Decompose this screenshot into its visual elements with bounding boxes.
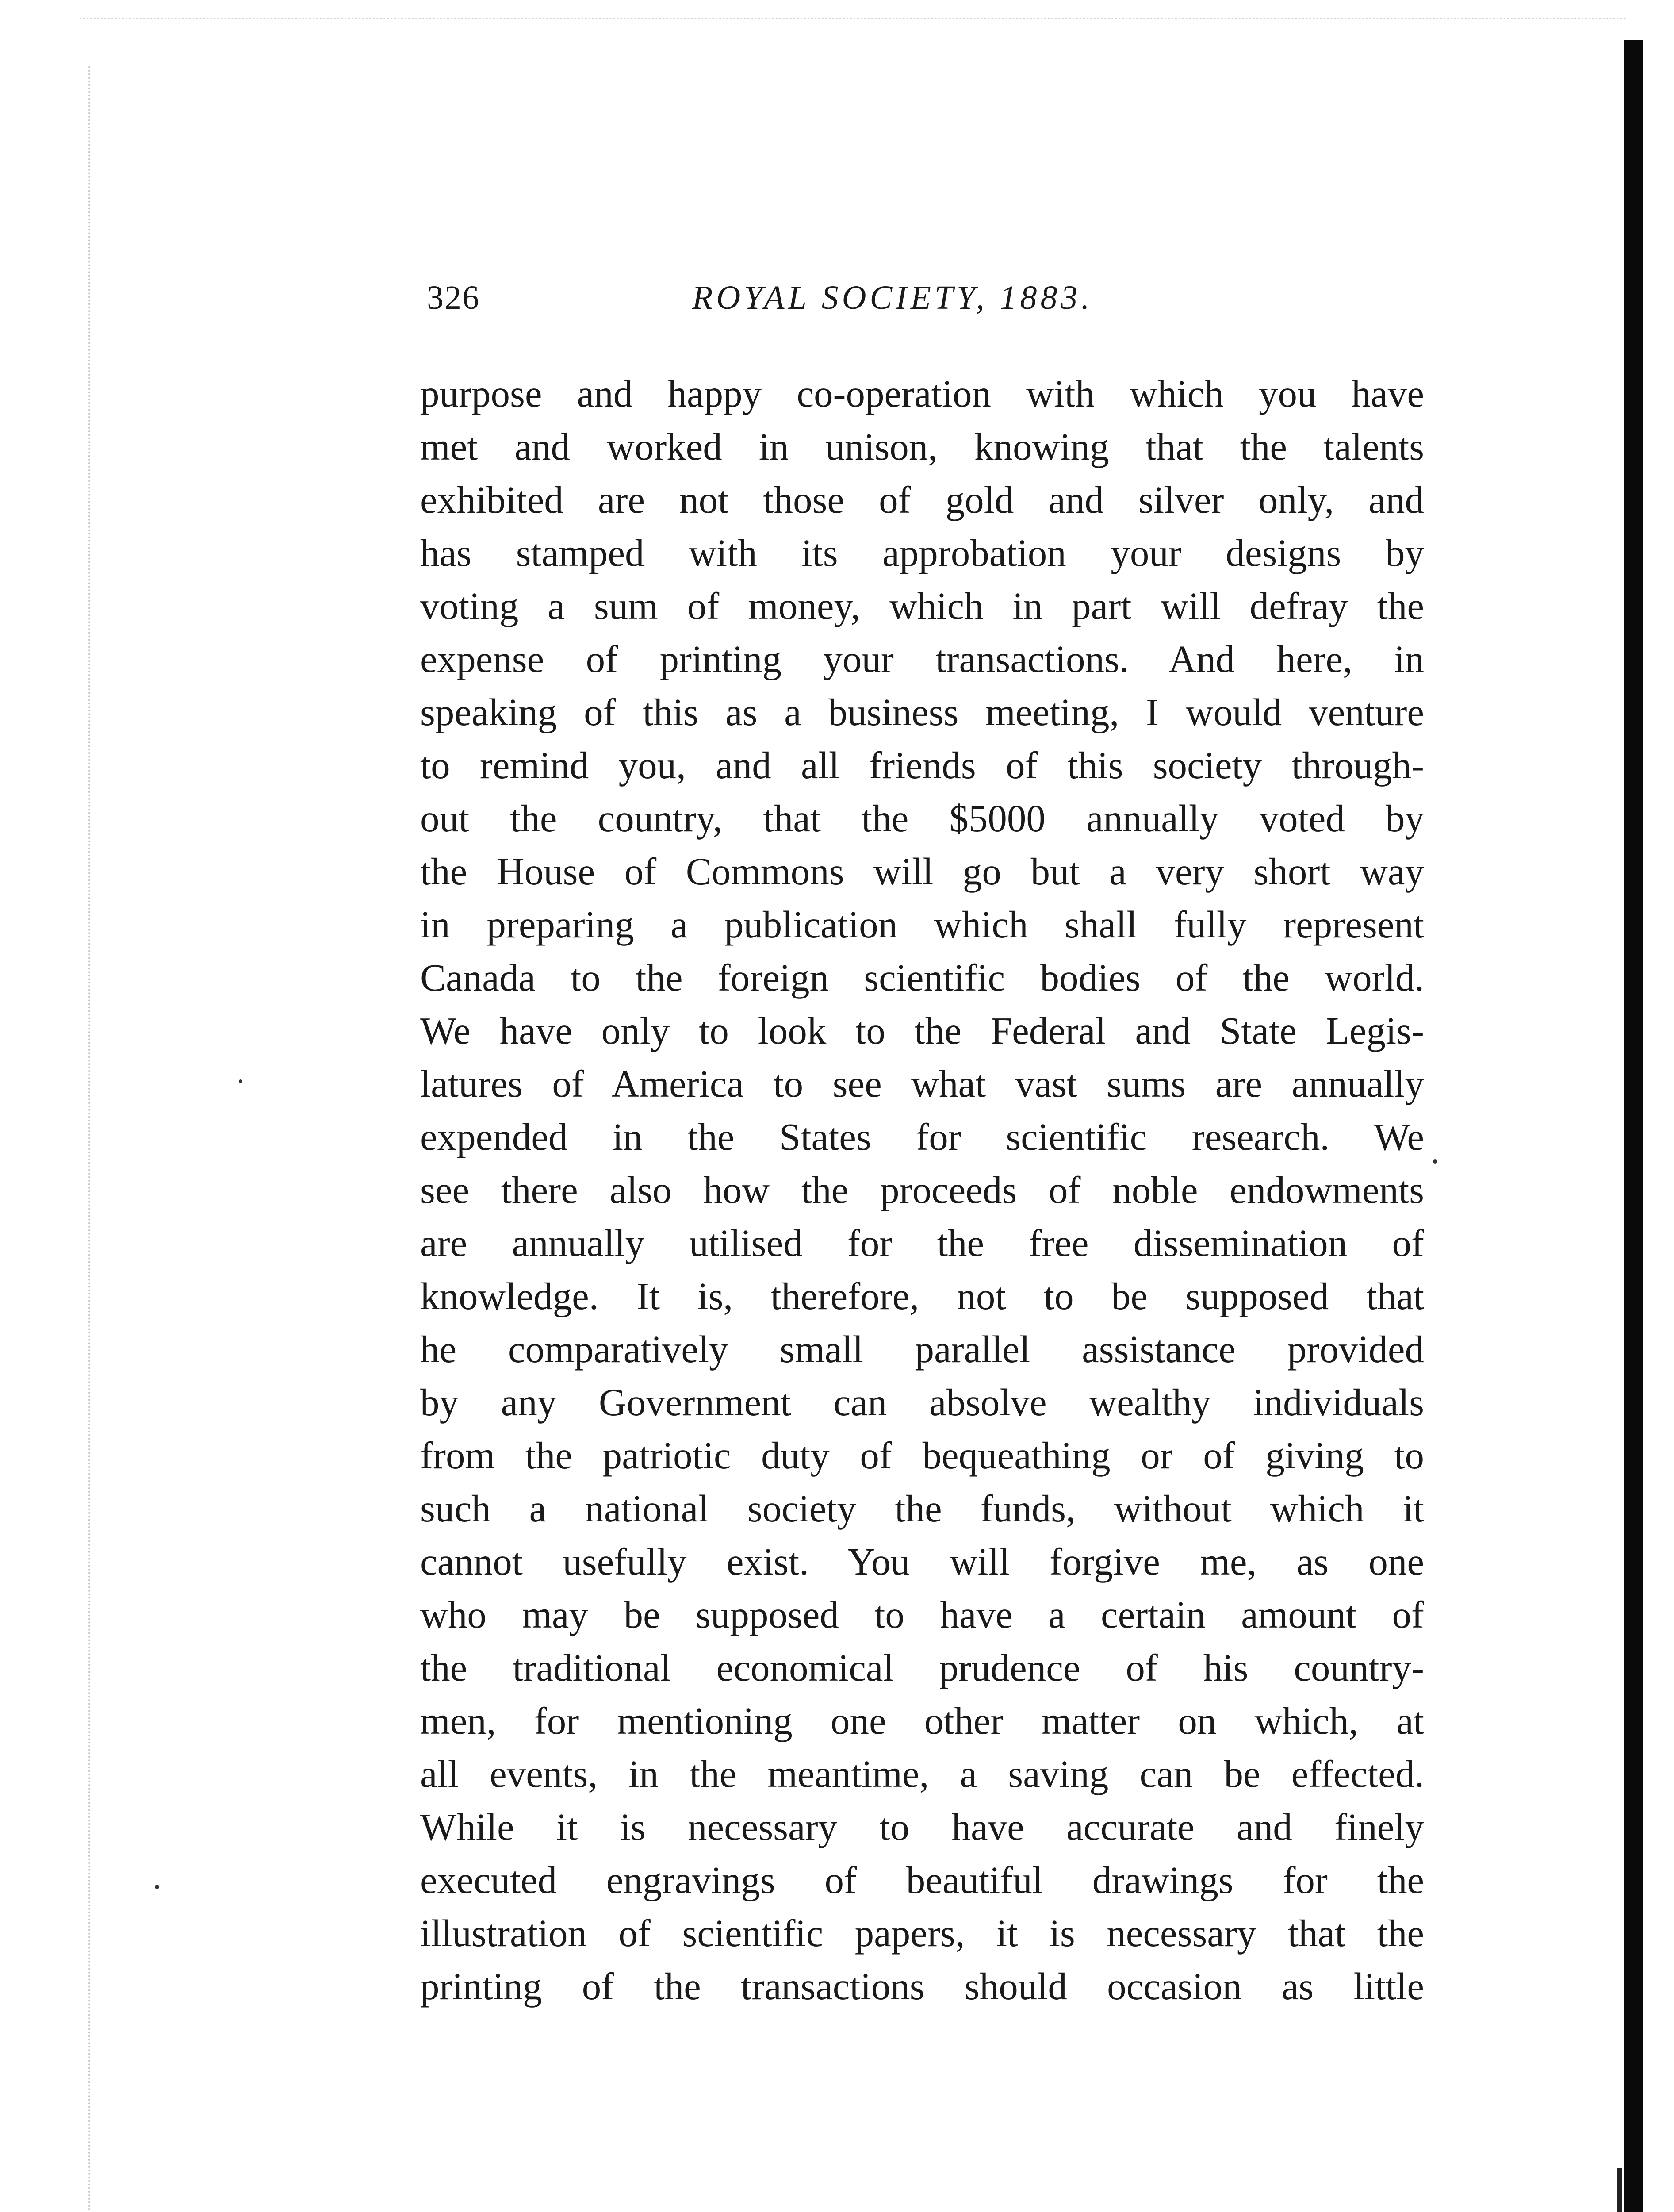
running-head <box>427 279 1426 323</box>
text-line: speaking of this as a business meeting, I would venture <box>420 691 1424 733</box>
text-line: expense of printing your transactions. And here, in <box>420 637 1424 680</box>
text-line: all events, in the meantime, a saving can be effected. <box>420 1752 1424 1795</box>
text-line: executed engravings of beautiful drawings for the <box>420 1859 1424 1901</box>
text-line: the traditional economical prudence of his country- <box>420 1646 1424 1689</box>
text-line: exhibited are not those of gold and silver only, and <box>420 478 1424 521</box>
text-line: are annually utilised for the free dissemination of <box>420 1221 1424 1264</box>
text-line: met and worked in unison, knowing that the talents <box>420 425 1424 468</box>
text-line: out the country, that the $5000 annually voted by <box>420 797 1424 840</box>
body-text <box>420 367 1424 2013</box>
scan-speck <box>155 1885 159 1889</box>
page-number: 326 <box>427 279 480 316</box>
text-line: expended in the States for scientific research. We <box>420 1115 1424 1158</box>
text-line: While it is necessary to have accurate and finely <box>420 1805 1424 1848</box>
text-line: purpose and happy co-operation with which you have <box>420 372 1424 415</box>
text-line: to remind you, and all friends of this society through- <box>420 744 1424 787</box>
text-line: who may be supposed to have a certain amount of <box>420 1593 1424 1636</box>
text-line: he comparatively small parallel assistance provided <box>420 1328 1424 1371</box>
text-line: latures of America to see what vast sums are annually <box>420 1062 1424 1105</box>
scan-speck <box>239 1079 242 1083</box>
binding-edge-shadow-lower <box>1617 2168 1622 2212</box>
scan-noise-left-margin <box>88 66 94 2212</box>
text-line: illustration of scientific papers, it is necessary that the <box>420 1912 1424 1955</box>
text-line: from the patriotic duty of bequeathing or of giving to <box>420 1434 1424 1477</box>
text-line: by any Government can absolve wealthy individuals <box>420 1381 1424 1424</box>
binding-edge-shadow <box>1624 40 1643 2212</box>
scan-speck <box>1433 1159 1437 1164</box>
text-line: the House of Commons will go but a very short way <box>420 850 1424 893</box>
text-line: We have only to look to the Federal and State Legis- <box>420 1009 1424 1052</box>
text-line: in preparing a publication which shall fully represent <box>420 903 1424 946</box>
text-line: voting a sum of money, which in part will defray the <box>420 584 1424 627</box>
text-line: cannot usefully exist. You will forgive me, as one <box>420 1540 1424 1583</box>
text-line: knowledge. It is, therefore, not to be supposed that <box>420 1275 1424 1317</box>
text-line: men, for mentioning one other matter on which, at <box>420 1699 1424 1742</box>
text-line: such a national society the funds, without which it <box>420 1487 1424 1530</box>
text-line: has stamped with its approbation your designs by <box>420 531 1424 574</box>
running-title: ROYAL SOCIETY, 1883. <box>692 279 1093 316</box>
text-line: printing of the transactions should occasion as little <box>420 1965 1424 2008</box>
text-line: see there also how the proceeds of noble endowments <box>420 1168 1424 1211</box>
scan-noise-top <box>80 18 1628 24</box>
text-line: Canada to the foreign scientific bodies of the world. <box>420 956 1424 999</box>
